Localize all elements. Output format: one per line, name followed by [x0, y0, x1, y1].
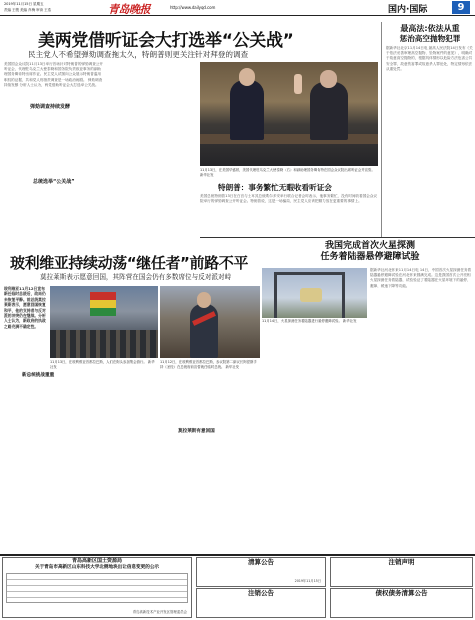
witness-right	[310, 82, 348, 140]
debt-notice-title: 债权债务清算公告	[375, 589, 428, 597]
land-notice-title2: 关于青岛市高新区山东科技大学北侧地块出让信息变更的公示	[34, 565, 160, 570]
dateline: 2019年11月15日 星期五	[4, 2, 44, 6]
raised-hand	[294, 74, 302, 94]
nameplate-left	[200, 134, 378, 144]
flag-green	[90, 308, 116, 316]
lead-subhead: 民主党人不希望弹劾调查拖太久，特朗普则更关注针对拜登的调查	[28, 50, 249, 59]
bolivia-protest-photo	[50, 286, 158, 358]
cancellation-notice	[196, 588, 326, 618]
bolivia-col2	[90, 372, 172, 552]
mars-headline-line2: 任务着陆器悬停避障试验	[320, 252, 420, 262]
bolivia-swearing-photo	[160, 286, 260, 358]
right-story1-body	[386, 46, 474, 218]
gantry-top	[274, 272, 345, 275]
flag-red	[90, 292, 116, 300]
column-divider	[381, 22, 382, 237]
mars-caption: 11月14日，火星探测任务着陆器进行悬停避障试验。 新华社发	[262, 319, 357, 323]
lander	[300, 288, 322, 302]
bolivia-lede-text: 玻利维亚11月12日宣布新任临时总统后，政局仍未恢复平静。前总统莫拉莱斯表示，愿意回国恢复和平，他的支持者与反对派的冲突仍在继续。分析人士认为，新政府的执政之路充满不确定性。	[4, 286, 46, 329]
witness-right-head	[320, 70, 337, 88]
debt-notice	[330, 588, 473, 618]
ads-top-rule	[0, 554, 475, 556]
land-notice-table	[6, 573, 188, 603]
mars-headline	[265, 241, 475, 263]
official-head	[197, 292, 211, 308]
bolivia-col1	[4, 380, 86, 552]
masthead	[0, 0, 475, 16]
right-story1-headline-line1: 最高法:依法从重	[400, 24, 460, 33]
page-number-box	[452, 1, 470, 14]
liquidation-date: 2019年11月15日	[294, 578, 321, 583]
mars-lander-photo	[262, 268, 367, 318]
mars-body-text: 据新华社河北怀来11月14日电 14日，中国首次火星探测任务着陆器悬停避障试验在河北怀来圆满完成。这是我国首次公开亮相火星探测任务着陆器，试验验证了着陆器在火星环境下的悬停、避障、缓速下降等功能。	[370, 268, 472, 288]
land-notice-org: 青岛高新技术产业开发区管理委员会	[132, 610, 187, 614]
lead-kicker-impeachment: 弹劾调查持续发酵	[30, 104, 71, 110]
land-notice	[2, 557, 192, 618]
section-title: 国内·国际	[388, 5, 428, 15]
sidebar-top-text: 美国总统特朗普13日在白宫与土耳其总统埃尔多安举行联合记者会时表示，他事务繁忙，没有时间收看国会众议院举行的弹劾调查公开听证会。特朗普说，这是一场骗局，民主党人应该把精力放在更重要的事情上。	[200, 194, 378, 204]
flag-yellow	[90, 300, 116, 308]
witness-left	[230, 80, 264, 140]
website-url[interactable]: http://www.dailyqd.com	[170, 5, 216, 10]
bolivia-kicker-new-president: 新总统挑战重重	[22, 373, 55, 378]
newspaper-logo: 青岛晚报	[108, 3, 150, 16]
lead-kicker-election: 总统选举“公关战”	[33, 179, 75, 185]
mars-body-col-left	[262, 328, 366, 428]
liquidation-notice	[196, 557, 326, 587]
cancellation-title: 注销公告	[248, 589, 274, 597]
section-divider-1	[200, 237, 475, 238]
land-notice-title1: 青岛高新区国土资源局	[71, 558, 122, 564]
bolivia-subhead: 莫拉莱斯表示愿意回国，其阵营在国会仍有多数席位与反对派对峙	[40, 273, 232, 281]
right-story1-headline	[386, 24, 474, 44]
lead-body-text: 美国国会众议院11月13日举行首场针对特朗普的弹劾调查公开听证会，代理驻乌克兰大使泰勒和国务院负责欧亚事务的副助理国务卿肯特出席作证。民主党人试图向公众展示特朗普滥用职权的证据，共和党人则指责调查是一场政治闹剧。 弹劾调查持续发酵 分析人士认为，两党借助听证会大打选举公关战。	[4, 62, 103, 87]
right-story1-headline-line2: 惩治高空抛物犯罪	[399, 34, 461, 43]
crowd	[50, 330, 158, 358]
witness-left-head	[239, 68, 255, 86]
mars-body-col	[370, 268, 474, 428]
lead-photo-caption: 11月13日，在美国华盛顿，美国代理驻乌克兰大使泰勒（右）和副助理国务卿肯特在国会众议院出席听证会并宣誓。 新华社发	[200, 168, 375, 177]
lead-body-col1b	[4, 112, 104, 232]
bolivia-lede	[4, 286, 48, 358]
gantry-right	[342, 272, 345, 318]
sidebar-top-headline: 特朗普：事务繁忙无暇收看听证会	[218, 183, 332, 192]
lead-headline: 美两党借听证会大打选举“公关战”	[38, 31, 294, 51]
cancel-statement	[330, 557, 473, 587]
editors-line: 责编 王骏 美编 肖梅 审读 王浩	[4, 8, 52, 12]
mars-headline-line1: 我国完成首次火星探测	[324, 241, 415, 251]
hearing-photo	[200, 62, 378, 166]
gantry-left	[274, 272, 277, 318]
bolivia-col4	[262, 436, 368, 552]
bolivia-headline: 玻利维亚持续动荡“继任者”前路不平	[10, 254, 248, 272]
liquidation-title: 清算公告	[248, 558, 274, 566]
bolivia-kicker-morales: 莫拉莱斯有意回国	[178, 429, 215, 434]
lead-body-col2	[108, 62, 196, 235]
cancel-statement-title: 注销声明	[388, 558, 415, 566]
page-number: 9	[457, 2, 465, 13]
right-story1-text: 据新华社北京11月14日电 最高人民法院14日发布《关于依法妥善审理高空抛物、坠物案件的意见》，明确对于故意高空抛物的，根据具体情形以危险方法危害公共安全罪、故意伤害罪或故意杀人罪论处，特定情形依法从重处罚。	[386, 46, 473, 71]
bolivia-caption-1: 11月13日，在玻利维亚首都拉巴斯，人们在街头参加集会游行。 新华社发	[50, 360, 155, 369]
sidebar-top-body	[200, 194, 378, 234]
bolivia-col3	[176, 372, 258, 552]
bolivia-caption-2: 11月12日，在玻利维亚首都拉巴斯，参议院第二副议长阿涅斯手持《圣经》在总统府前宣誓就任临时总统。 新华社发	[160, 360, 257, 369]
